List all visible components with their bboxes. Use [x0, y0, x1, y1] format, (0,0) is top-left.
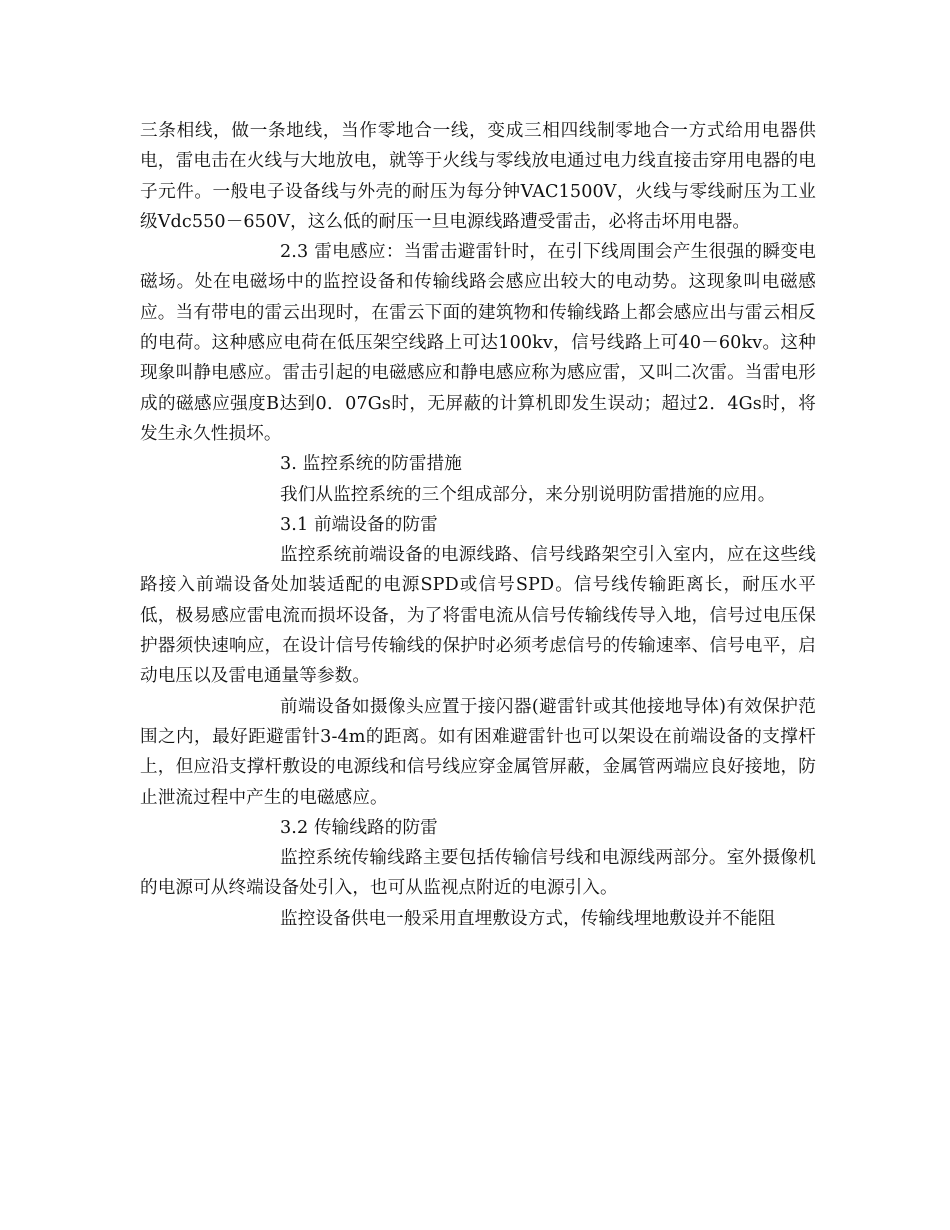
- document-body: [140, 116, 816, 934]
- paragraph-front-end-spd: 监控系统前端设备的电源线路、信号线路架空引入室内，应在这些线路接入前端设备处加装适配的电源SPD或信号SPD。信号线传输距离长，耐压水平低，极易感应雷电流而损坏设备，为了将雷电流从信号传输线传导入地，信号过电压保护器须快速响应，在设计信号传输线的保护时必须考虑信号的传输速率、信号电平，启动电压以及雷电通量等参数。: [140, 545, 816, 687]
- paragraph-intro: 我们从监控系统的三个组成部分，来分别说明防雷措施的应用。: [280, 484, 776, 505]
- paragraph-transmission-lines: 监控系统传输线路主要包括传输信号线和电源线两部分。室外摄像机的电源可从终端设备处引入，也可从监视点附近的电源引入。: [140, 848, 816, 899]
- paragraph-front-end-camera: 前端设备如摄像头应置于接闪器(避雷针或其他接地导体)有效保护范围之内，最好距避雷针3-4m的距离。如有困难避雷针也可以架设在前端设备的支撑杆上，但应沿支撑杆敷设的电源线和信号线应穿金属管屏蔽，金属管两端应良好接地，防止泄流过程中产生的电磁感应。: [140, 696, 816, 808]
- paragraph-power-supply: 三条相线，做一条地线，当作零地合一线，变成三相四线制零地合一方式给用电器供电，雷电击在火线与大地放电，就等于火线与零线放电通过电力线直接击穿用电器的电子元件。一般电子设备线与外壳的耐压为每分钟VAC1500V，火线与零线耐压为工业级Vdc550－650V，这么低的耐压一旦电源线路遭受雷击，必将击坏用电器。: [140, 121, 816, 232]
- section-heading-front-end: 3.1 前端设备的防雷: [280, 514, 438, 535]
- section-heading-protection-measures: 3. 监控系统的防雷措施: [280, 454, 462, 475]
- paragraph-lightning-induction: 2.3 雷电感应：当雷击避雷针时，在引下线周围会产生很强的瞬变电磁场。处在电磁场中的监控设备和传输线路会感应出较大的电动势。这现象叫电磁感应。当有带电的雷云出现时，在雷云下面的建筑物和传输线路上都会感应出与雷云相反的电荷。这种感应电荷在低压架空线路上可达100kv，信号线路上可40－60kv。这种现象叫静电感应。雷击引起的电磁感应和静电感应称为感应雷，又叫二次雷。当雷电形成的磁感应强度B达到0．07Gs时，无屏蔽的计算机即发生误动；超过2．4Gs时，将发生永久性损坏。: [140, 242, 816, 444]
- paragraph-power-burial: 监控设备供电一般采用直埋敷设方式，传输线埋地敷设并不能阻: [280, 908, 776, 929]
- section-heading-transmission: 3.2 传输线路的防雷: [280, 817, 438, 838]
